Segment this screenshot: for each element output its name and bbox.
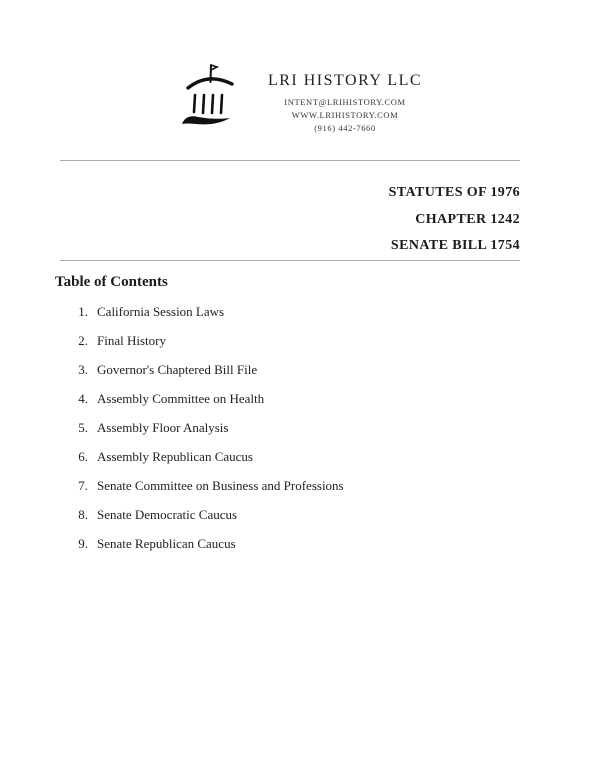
toc-item (68, 391, 528, 420)
toc-item (68, 507, 528, 536)
toc-item (68, 536, 528, 565)
toc-item (68, 333, 528, 362)
toc-item-number: 9. (78, 536, 88, 551)
toc-item-number: 2. (78, 333, 88, 348)
toc-item-number: 7. (78, 478, 88, 493)
toc-item-number: 5. (78, 420, 88, 435)
toc-item (68, 304, 528, 333)
statute-line-senate-bill: SENATE BILL 1754 (390, 238, 520, 254)
toc-item-label: Senate Democratic Caucus (97, 507, 238, 522)
toc-item-label: Assembly Floor Analysis (97, 420, 229, 435)
company-name: LRI HISTORY LLC (267, 72, 423, 89)
lri-capitol-logo-icon (178, 62, 242, 138)
toc-item (68, 362, 528, 391)
letterhead (0, 58, 600, 138)
statute-line-statutes: STATUTES OF 1976 (388, 185, 520, 200)
toc-item-label: Final History (97, 333, 166, 348)
toc-item-label: Governor's Chaptered Bill File (97, 362, 258, 377)
toc-item (68, 478, 528, 507)
company-email: INTENT@LRIHISTORY.COM (284, 97, 406, 107)
statute-line-chapter: CHAPTER 1242 (415, 211, 520, 227)
toc-item-label: Assembly Committee on Health (97, 391, 265, 406)
company-website: WWW.LRIHISTORY.COM (291, 110, 399, 121)
toc-item-label: Assembly Republican Caucus (97, 449, 253, 464)
toc-item-label: Senate Republican Caucus (97, 536, 236, 551)
company-phone: (916) 442-7660 (314, 123, 376, 134)
divider-bottom (60, 260, 520, 261)
toc-item-label: California Session Laws (97, 304, 225, 319)
toc-item-number: 6. (78, 449, 88, 464)
toc-item-number: 4. (78, 391, 88, 406)
statute-reference (389, 180, 520, 260)
divider-top (60, 160, 520, 161)
toc-item (68, 449, 528, 478)
toc-item-number: 1. (78, 304, 88, 319)
toc-list (68, 304, 528, 565)
toc-title: Table of Contents (55, 274, 168, 290)
toc-item-number: 3. (78, 362, 88, 377)
toc-item-number: 8. (78, 507, 88, 522)
letterhead-text (268, 58, 422, 136)
toc-item (68, 420, 528, 449)
toc-item-label: Senate Committee on Business and Professions (97, 478, 344, 493)
